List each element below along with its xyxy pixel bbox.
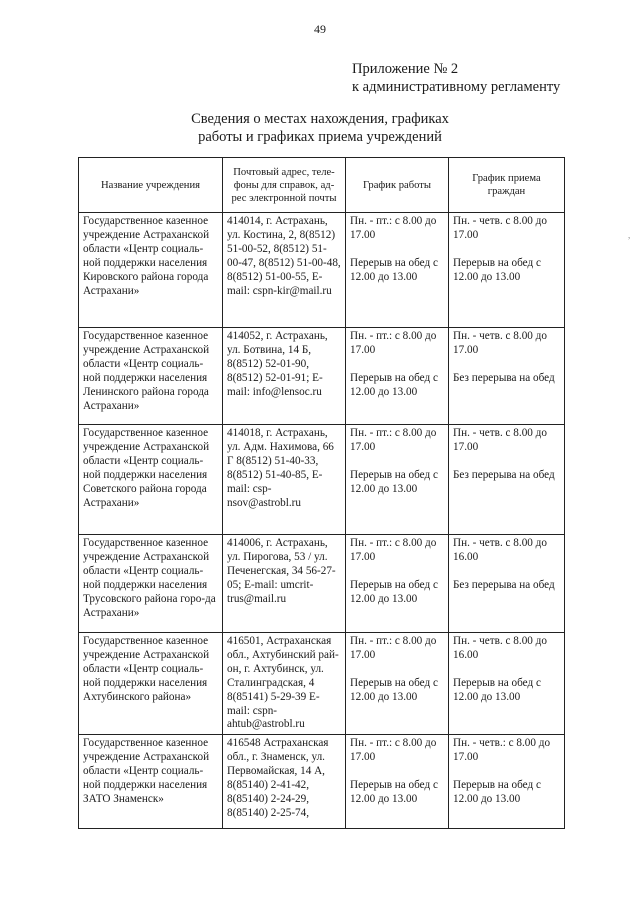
work-break: Перерыв на обед с 12.00 до 13.00 xyxy=(350,676,438,703)
institution-address: 414018, г. Астрахань, ул. Адм. Нахимова, 66 Г 8(8512) 51-40-33, 8(8512) 51-40-85, E-mail: csp-nsov@astrobl.ru xyxy=(223,425,346,535)
institution-name: Государственное казенное учреждение Астраханской области «Центр социаль-ной поддержки населения Трусовского района горо-да Астрахани» xyxy=(79,535,223,633)
table-row xyxy=(79,633,565,735)
work-hours: Пн. - пт.: с 8.00 до 17.00 xyxy=(350,330,437,356)
work-break: Перерыв на обед с 12.00 до 13.00 xyxy=(350,468,438,495)
institution-address: 414052, г. Астрахань, ул. Ботвина, 14 Б, 8(8512) 52-01-90, 8(8512) 52-01-91; E-mail: info@lensoc.ru xyxy=(223,328,346,425)
institution-address: 414006, г. Астрахань, ул. Пирогова, 53 / ул. Печенегская, 34 56-27-05; E-mail: umcrit-trus@mail.ru xyxy=(223,535,346,633)
reception-schedule xyxy=(449,535,565,633)
reception-hours: Пн. - четв. с 8.00 до 16.00 xyxy=(453,537,547,563)
institution-name: Государственное казенное учреждение Астраханской области «Центр социаль-ной поддержки населения Ахтубинского района» xyxy=(79,633,223,735)
reception-schedule xyxy=(449,735,565,829)
table-row xyxy=(79,328,565,425)
table-header-row xyxy=(79,158,565,213)
document-title xyxy=(120,110,520,146)
reception-schedule xyxy=(449,425,565,535)
work-schedule xyxy=(346,425,449,535)
page-number: 49 xyxy=(314,22,326,36)
table-row xyxy=(79,535,565,633)
institutions-table xyxy=(78,157,565,829)
document-title-line-2: работы и графиках приема учреждений xyxy=(198,129,442,145)
work-hours: Пн. - пт.: с 8.00 до 17.00 xyxy=(350,635,437,661)
table-row xyxy=(79,213,565,328)
reception-hours: Пн. - четв. с 8.00 до 16.00 xyxy=(453,635,547,661)
work-schedule xyxy=(346,535,449,633)
reception-hours: Пн. - четв.: с 8.00 до 17.00 xyxy=(453,737,551,764)
institution-name: Государственное казенное учреждение Астраханской области «Центр социаль-ной поддержки населения Ленинского района города Астрахани» xyxy=(79,328,223,425)
institution-address: 416548 Астраханская обл., г. Знаменск, ул. Первомайская, 14 А, 8(85140) 2-41-42, 8(85140) 2-24-29, 8(85140) 2-25-74, xyxy=(223,735,346,829)
appendix-line-2: к административному регламенту xyxy=(352,79,561,95)
table-row xyxy=(79,425,565,535)
reception-break: Без перерыва на обед xyxy=(453,468,555,481)
reception-hours: Пн. - четв. с 8.00 до 17.00 xyxy=(453,330,547,356)
reception-schedule xyxy=(449,213,565,328)
reception-schedule xyxy=(449,633,565,735)
work-schedule xyxy=(346,735,449,829)
institution-name: Государственное казенное учреждение Астраханской области «Центр социаль-ной поддержки населения Кировского района города Астрахани» xyxy=(79,213,223,328)
header-name: Название учреждения xyxy=(79,158,223,213)
institution-address: 416501, Астраханская обл., Ахтубинский рай-он, г. Ахтубинск, ул. Сталинградская, 4 8(85141) 5-29-39 E-mail: cspn-ahtub@astrobl.ru xyxy=(223,633,346,735)
appendix-line-1: Приложение № 2 xyxy=(352,61,459,77)
work-schedule xyxy=(346,633,449,735)
table-row xyxy=(79,735,565,829)
work-break: Перерыв на обед с 12.00 до 13.00 xyxy=(350,779,438,806)
work-schedule xyxy=(346,213,449,328)
reception-break: Перерыв на обед с 12.00 до 13.00 xyxy=(453,779,541,806)
institution-address: 414014, г. Астрахань, ул. Костина, 2, 8(8512) 51-00-52, 8(8512) 51-00-47, 8(8512) 51-00-48, 8(8512) 51-00-55, E-mail: cspn-kir@mail.ru xyxy=(223,213,346,328)
reception-schedule xyxy=(449,328,565,425)
header-work-schedule: График работы xyxy=(346,158,449,213)
work-schedule xyxy=(346,328,449,425)
reception-hours: Пн. - четв. с 8.00 до 17.00 xyxy=(453,427,547,453)
header-reception-schedule: График приема граждан xyxy=(449,158,565,213)
work-hours: Пн. - пт.: с 8.00 до 17.00 xyxy=(350,537,437,563)
reception-hours: Пн. - четв. с 8.00 до 17.00 xyxy=(453,215,547,241)
reception-break: Без перерыва на обед xyxy=(453,371,555,384)
work-hours: Пн. - пт.: с 8.00 до 17.00 xyxy=(350,427,437,453)
work-hours: Пн. - пт.: с 8.00 до 17.00 xyxy=(350,215,437,241)
margin-comma-mark: , xyxy=(628,230,631,240)
reception-break: Перерыв на обед с 12.00 до 13.00 xyxy=(453,676,541,703)
work-break: Перерыв на обед с 12.00 до 13.00 xyxy=(350,256,438,283)
reception-break: Перерыв на обед с 12.00 до 13.00 xyxy=(453,256,541,283)
reception-break: Без перерыва на обед xyxy=(453,578,555,591)
work-break: Перерыв на обед с 12.00 до 13.00 xyxy=(350,578,438,605)
institution-name: Государственное казенное учреждение Астраханской области «Центр социаль-ной поддержки населения Советского района города Астрахани» xyxy=(79,425,223,535)
appendix-heading xyxy=(352,60,560,96)
institution-name: Государственное казенное учреждение Астраханской области «Центр социаль-ной поддержки населения ЗАТО Знаменск» xyxy=(79,735,223,829)
work-hours: Пн. - пт.: с 8.00 до 17.00 xyxy=(350,737,437,764)
work-break: Перерыв на обед с 12.00 до 13.00 xyxy=(350,371,438,398)
header-address: Почтовый адрес, теле-фоны для справок, ад-рес электронной почты xyxy=(223,158,346,213)
document-title-line-1: Сведения о местах нахождения, графиках xyxy=(191,111,449,127)
